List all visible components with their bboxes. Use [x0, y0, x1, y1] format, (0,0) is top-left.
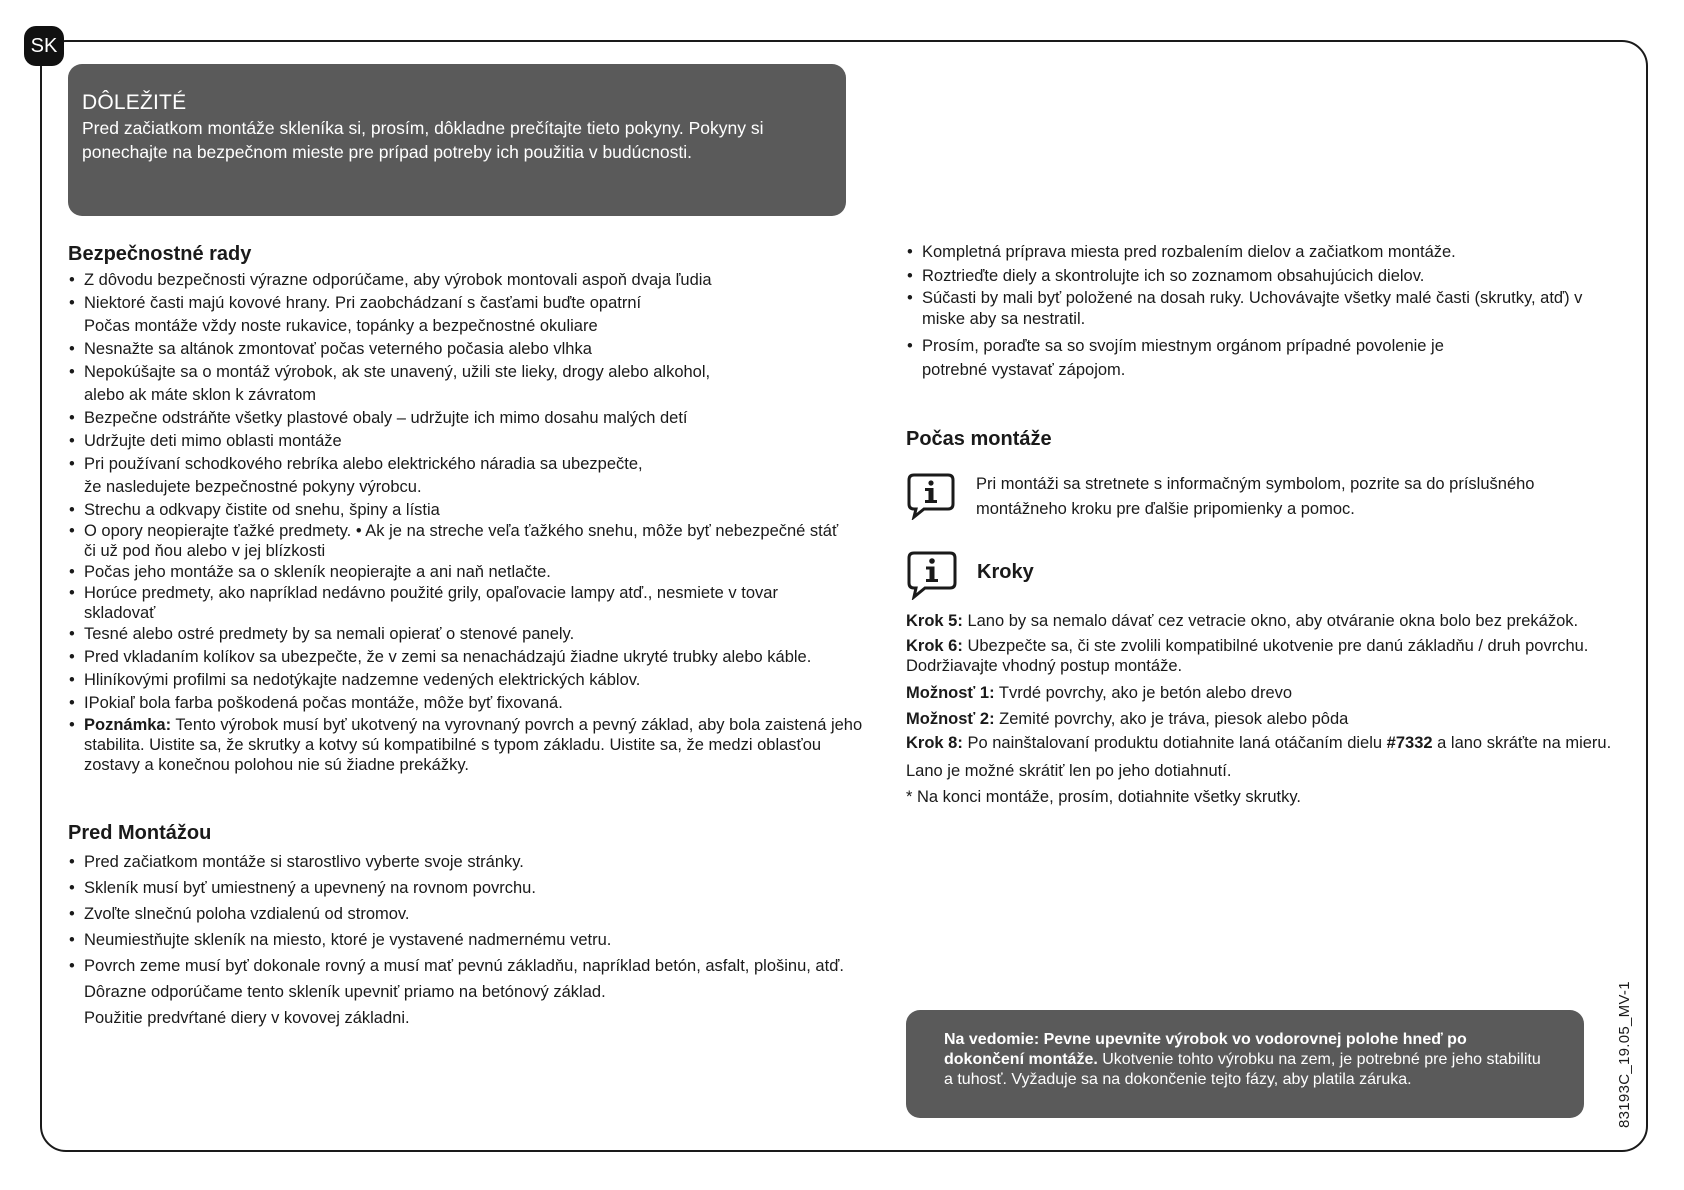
safety-list: [68, 269, 868, 775]
list-item: • Pri používaní schodkového rebríka alebo elektrického náradia sa ubezpečte,: [68, 453, 868, 476]
list-item: • Pred vkladaním kolíkov sa ubezpečte, že v zemi sa nenachádzajú žiadne ukryté trubky alebo káble.: [68, 646, 868, 669]
list-item: že nasledujete bezpečnostné pokyny výrobcu.: [84, 478, 422, 496]
list-item: • Súčasti by mali byť položené na dosah ruky. Uchovávajte všetky malé časti (skrutky, atď) v miske aby sa nestratil.: [906, 288, 1596, 330]
rope-note: Lano je možné skrátiť len po jeho dotiahnutí.: [906, 762, 1232, 780]
during-heading: Počas montáže: [906, 428, 1052, 450]
notice-text: Ukotvenie tohto výrobku na zem, je potrebné pre jeho stabilitu a tuhosť. Vyžaduje sa na dokončenie tejto fázy, aby platila záruka.: [944, 1051, 1541, 1088]
steps-content: [906, 610, 1616, 809]
preparation-list: [906, 240, 1596, 382]
important-title: DÔLEŽITÉ: [82, 91, 187, 114]
list-item: • Nesnažte sa altánok zmontovať počas veterného počasia alebo vlhka: [68, 338, 868, 361]
step-label: Krok 6:: [906, 637, 963, 655]
list-item: • Prosím, poraďte sa so svojím miestnym orgánom prípadné povolenie je: [906, 334, 1596, 358]
safety-heading: Bezpečnostné rady: [68, 243, 252, 265]
step-label: Krok 8:: [906, 734, 963, 752]
list-item: • Skleník musí byť umiestnený a upevnený na rovnom povrchu.: [68, 875, 868, 901]
list-item: • Roztrieďte diely a skontrolujte ich so zoznamom obsahujúcich dielov.: [906, 264, 1596, 288]
notice-box: [906, 1010, 1584, 1118]
option-label: Možnosť 2:: [906, 710, 995, 728]
note-item: [68, 715, 868, 775]
step-5: [906, 610, 1616, 633]
list-item: • Zvoľte slnečnú poloha vzdialenú od stromov.: [68, 901, 868, 927]
part-number: #7332: [1386, 734, 1433, 752]
before-heading: Pred Montážou: [68, 822, 212, 844]
step-text: Po nainštalovaní produktu dotiahnite laná otáčaním dielu: [967, 734, 1383, 752]
list-item: • Kompletná príprava miesta pred rozbalením dielov a začiatkom montáže.: [906, 240, 1596, 264]
language-tab: SK: [24, 26, 64, 66]
step-text: a lano skráťte na mieru.: [1437, 734, 1612, 752]
end-note: * Na konci montáže, prosím, dotiahnite všetky skrutky.: [906, 788, 1301, 806]
step-text: Lano by sa nemalo dávať cez vetracie okno, aby otváranie okna bolo bez prekážok.: [967, 612, 1579, 630]
info-icon: [906, 472, 956, 520]
list-item: Použitie predvŕtané diery v kovovej základni.: [84, 1009, 410, 1027]
list-item: • Nepokúšajte sa o montáž výrobok, ak ste unavený, užili ste lieky, drogy alebo alkohol,: [68, 361, 868, 384]
list-item: • Bezpečne odstráňte všetky plastové obaly – udržujte ich mimo dosahu malých detí: [68, 407, 868, 430]
step-label: Krok 5:: [906, 612, 963, 630]
option-2: [906, 707, 1616, 731]
list-item: • Strechu a odkvapy čistite od snehu, špiny a lístia: [68, 499, 868, 522]
note-text: Tento výrobok musí byť ukotvený na vyrovnaný povrch a pevný základ, aby bola zaistená jeho stabilita. Uistite sa, že skrutky a kotvy sú kompatibilné s typom základu. Uistite sa, že medzi oblasťou zostavy a konečnou polohou nie sú žiadne prekážky.: [84, 716, 863, 774]
list-item: Dôrazne odporúčame tento skleník upevniť priamo na betónový základ.: [84, 983, 606, 1001]
option-text: Tvrdé povrchy, ako je betón alebo drevo: [998, 684, 1293, 702]
list-item: • Niektoré časti majú kovové hrany. Pri zaobchádzaní s časťami buďte opatrní: [68, 292, 868, 315]
list-item: • Tesné alebo ostré predmety by sa nemali opierať o stenové panely.: [68, 623, 868, 646]
info-icon: [906, 550, 958, 600]
list-item: • IPokiaľ bola farba poškodená počas montáže, môže byť fixovaná.: [68, 692, 868, 715]
document-code: 83193C_19.05_MV-1: [1616, 981, 1633, 1128]
list-item: potrebné vystavať zápojom.: [922, 361, 1126, 379]
list-item: • O opory neopierajte ťažké predmety. • Ak je na streche veľa ťažkého snehu, môže byť nebezpečné stáť: [68, 522, 868, 541]
before-list: [68, 849, 868, 1031]
steps-heading: Kroky: [977, 561, 1034, 583]
option-label: Možnosť 1:: [906, 684, 995, 702]
note-label: Poznámka:: [84, 716, 172, 734]
list-item: • Neumiestňujte skleník na miesto, ktoré je vystavené nadmernému vetru.: [68, 927, 868, 953]
list-item: • Počas jeho montáže sa o skleník neopierajte a ani naň netlačte.: [68, 561, 868, 584]
list-item: • Povrch zeme musí byť dokonale rovný a musí mať pevnú základňu, napríklad betón, asfalt, plošinu, atď.: [68, 953, 868, 979]
info-text: Pri montáži sa stretnete s informačným symbolom, pozrite sa do príslušného montážneho kroku pre ďalšie pripomienky a pomoc.: [976, 475, 1535, 518]
list-item: skladovať: [84, 604, 156, 622]
notice-bold: Na vedomie: Pevne upevnite výrobok vo vodorovnej polohe hneď po dokončení montáže.: [944, 1031, 1467, 1068]
list-item: či už pod ňou alebo v jej blízkosti: [84, 542, 326, 560]
step-6: [906, 636, 1616, 676]
list-item: • Udržujte deti mimo oblasti montáže: [68, 430, 868, 453]
step-8: [906, 733, 1616, 753]
list-item: alebo ak máte sklon k závratom: [84, 386, 317, 404]
important-box: [68, 64, 846, 216]
list-item: • Z dôvodu bezpečnosti výrazne odporúčame, aby výrobok montovali aspoň dvaja ľudia: [68, 269, 868, 292]
option-text: Zemité povrchy, ako je tráva, piesok alebo pôda: [999, 710, 1349, 728]
important-text: Pred začiatkom montáže skleníka si, prosím, dôkladne prečítajte tieto pokyny. Pokyny si ponechajte na bezpečnom mieste pre prípad potreby ich použitia v budúcnosti.: [82, 118, 764, 162]
option-1: [906, 681, 1616, 705]
list-item: Počas montáže vždy noste rukavice, topánky a bezpečnostné okuliare: [84, 317, 598, 335]
step-text: Ubezpečte sa, či ste zvolili kompatibilné ukotvenie pre danú základňu / druh povrchu. Dodržiavajte vhodný postup montáže.: [906, 637, 1589, 675]
list-item: • Horúce predmety, ako napríklad nedávno použité grily, opaľovacie lampy atď., nesmiete v tovar: [68, 584, 868, 603]
list-item: • Pred začiatkom montáže si starostlivo vyberte svoje stránky.: [68, 849, 868, 875]
list-item: • Hliníkovými profilmi sa nedotýkajte nadzemne vedených elektrických káblov.: [68, 669, 868, 692]
